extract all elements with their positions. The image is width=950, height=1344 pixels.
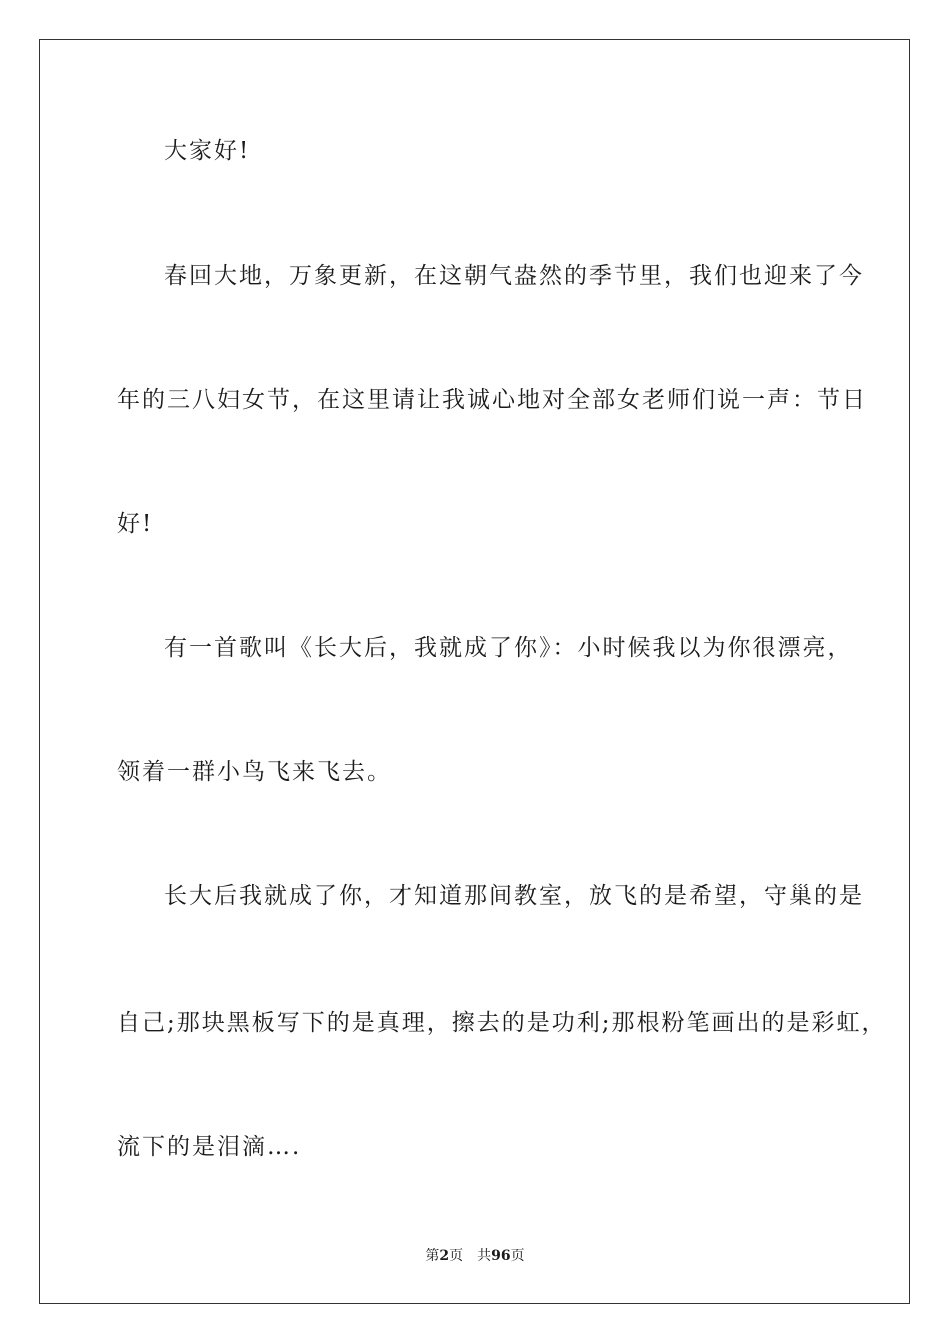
page-number: 2 xyxy=(439,1248,450,1264)
paragraph-2-line-2: 领着一群小鸟飞来飞去。 xyxy=(117,759,392,785)
paragraph-3-line-1: 长大后我就成了你，才知道那间教室，放飞的是希望，守巢的是 xyxy=(164,883,864,909)
total-pages: 96 xyxy=(491,1248,511,1264)
paragraph-2-line-1: 有一首歌叫《长大后，我就成了你》：小时候我以为你很漂亮， xyxy=(164,635,853,661)
paragraph-3-line-2: 自己;那块黑板写下的是真理，擦去的是功利;那根粉笔画出的是彩虹， xyxy=(117,1010,887,1036)
paragraph-1-line-3: 好! xyxy=(117,511,154,537)
paragraph-1-line-1: 春回大地，万象更新，在这朝气盎然的季节里，我们也迎来了今 xyxy=(164,263,864,289)
page-footer xyxy=(0,1247,950,1265)
paragraph-3-line-3: 流下的是泪滴…. xyxy=(117,1134,302,1160)
total-pages-prefix: 共 xyxy=(477,1248,492,1264)
page-number-prefix: 第 xyxy=(425,1248,440,1264)
paragraph-1-line-2: 年的三八妇女节，在这里请让我诚心地对全部女老师们说一声：节日 xyxy=(117,387,867,413)
paragraph-greeting: 大家好! xyxy=(164,138,251,164)
page-number-suffix: 页 xyxy=(449,1248,464,1264)
page-frame xyxy=(39,39,910,1304)
total-pages-suffix: 页 xyxy=(510,1248,525,1264)
